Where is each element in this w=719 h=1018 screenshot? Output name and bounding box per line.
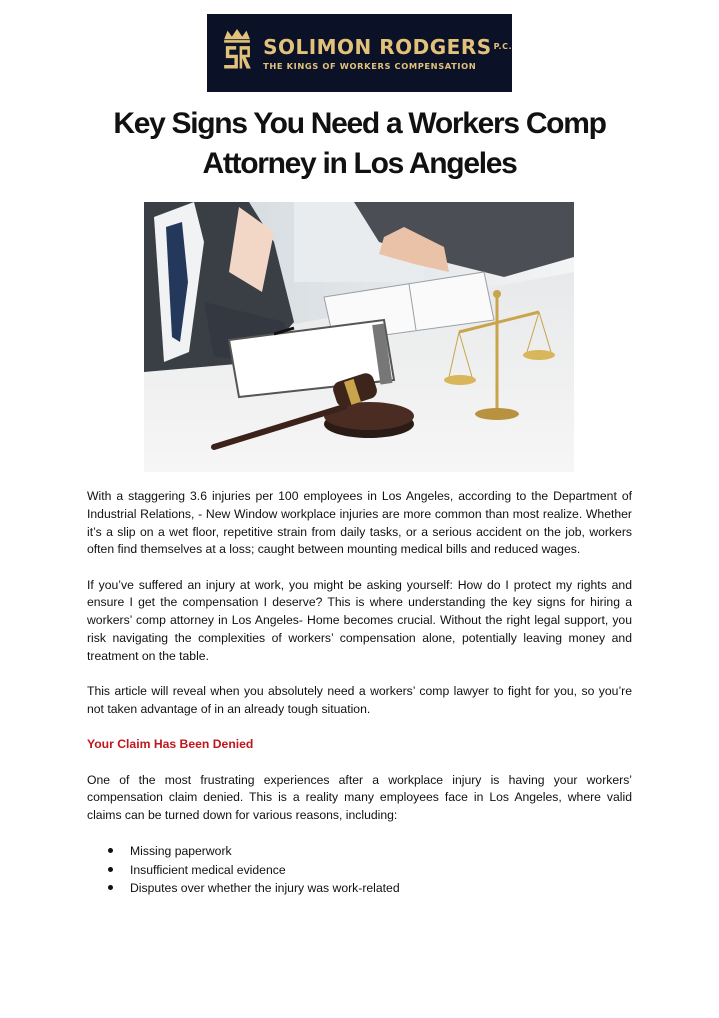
hero-image [144,202,574,472]
list-item: Insufficient medical evidence [130,861,632,880]
company-logo [207,14,512,92]
reveal-paragraph: This article will reveal when you absolutely need a workers’ comp lawyer to fight for you, so you’re not taken advantage of in an already tough situation. [87,684,632,716]
lawyer-desk-gavel-scales-photo-icon [144,202,574,472]
logo-tagline: THE KINGS OF WORKERS COMPENSATION [263,60,477,71]
reasons-list [87,842,632,898]
crown-monogram-icon [219,23,255,83]
denied-paragraph: One of the most frustrating experiences after a workplace injury is having your workers’ compensation claim denied. This is a reality many employees face in Los Angeles, where valid claims can be turned down for various reasons, including: [87,772,632,823]
logo-company-name: SOLIMON RODGERS $^{P.C.}$ [263,34,512,59]
rights-paragraph: If you’ve suffered an injury at work, you might be asking yourself: How do I protect my rights and ensure I get the compensation I deserve? This is where understanding the key signs for hiring a workers’ comp attorney in Los Angeles- Home becomes crucial. Without the right legal support, you risk navigating the complexities of workers’ compensation alone, potentially leaving money and treatment on the table. [87,577,632,663]
list-item: Missing paperwork [130,842,632,861]
intro-paragraph: With a staggering 3.6 injuries per 100 employees in Los Angeles, according to the Department of Industrial Relations, - New Window workplace injuries are more common than most realize. Whether it’s a slip on a wet floor, repetitive strain from daily tasks, or a serious accident on the job, workers often find themselves at a loss; caught between mounting medical bills and reduced wages. [87,489,632,557]
section-heading: Your Claim Has Been Denied [87,737,254,752]
list-item: Disputes over whether the injury was work-related [130,879,632,898]
article-body [87,488,632,898]
page-title: Key Signs You Need a Workers Comp Attorney in Los Angeles [113,107,606,180]
